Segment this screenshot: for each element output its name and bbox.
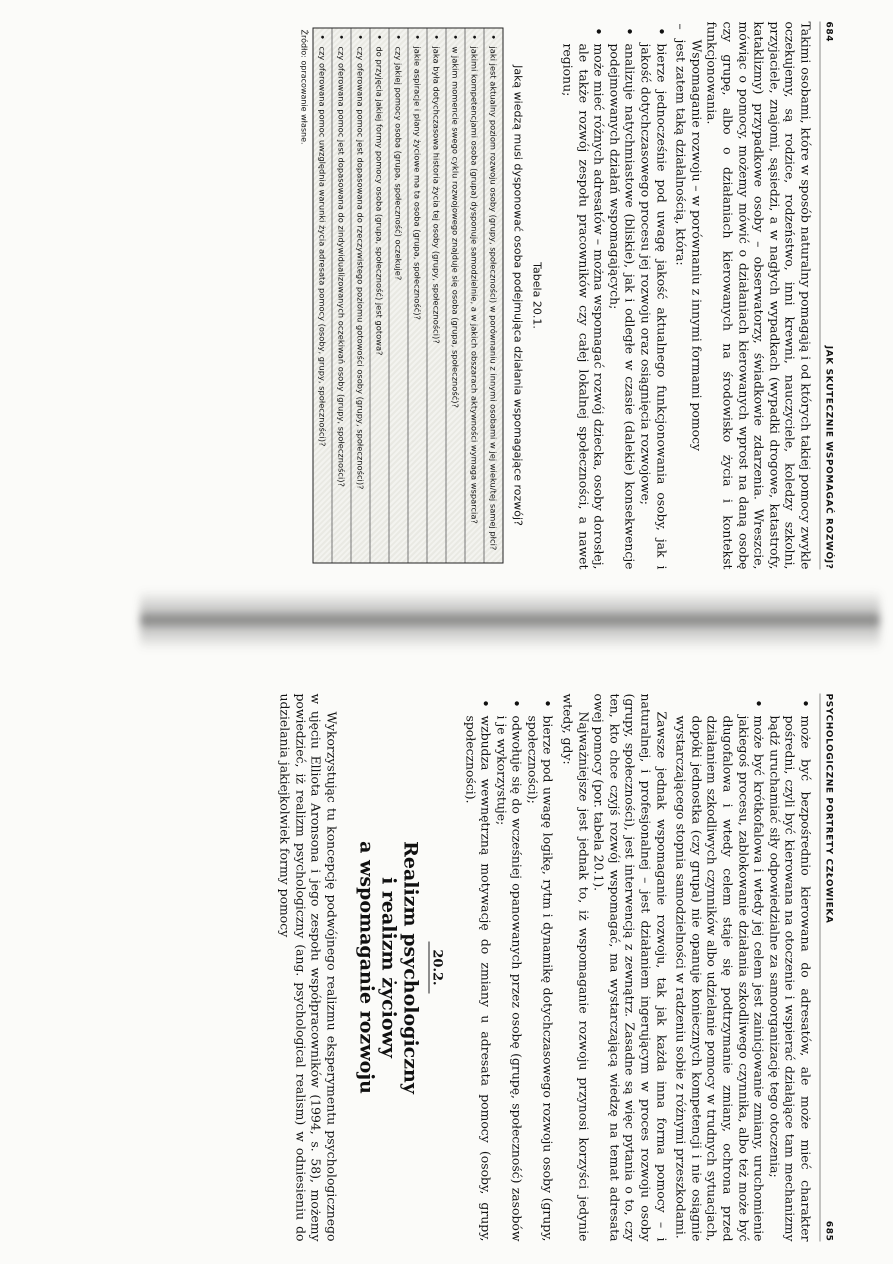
table-row: • jaki jest aktualny poziom rozwoju osoby (grupy, społeczności) w porównaniu z innymi osobami w jej wieku/tej samej płci? [484, 29, 503, 563]
table-20-1 [313, 28, 504, 564]
running-header [820, 22, 834, 570]
table-row: • jakimi kompetencjami osoba (grupa) dysponuje samodzielnie, a w jakich obszarach aktywności wymaga wsparcia? [465, 29, 484, 563]
list-item: • bierze pod uwagę logikę, rytm i dynamikę dotychczasowego rozwoju osoby (grupy, społeczności); [525, 716, 556, 1242]
running-header [820, 694, 834, 1242]
table-row: • czy oferowana pomoc uwzględnia warunki życia adresata pomocy (osoby, grupy, społeczności)? [314, 29, 332, 563]
list-item: • może mieć różnych adresatów – można wspomagać rozwój dziecka, osoby dorosłej, ale także rozwój zespołu pracowników czy całej lokalnej społeczności, a nawet regionu; [560, 44, 607, 570]
paragraph: Wykorzystując tu koncepcję podwójnego realizmu eksperymentu psychologicznego w ujęciu Elliota Aronsona i jego zespołu współpracowników (1994, s. 58), możemy powiedzieć, iż realizm psychologiczny (ang. psychological realism) w odniesieniu do udzielania jakiejkolwiek formy pomocy [277, 693, 340, 1242]
intro-paragraph: Takimi osobami, które w sposób naturalny pomagają i od których takiej pomocy zwykle oczekujemy, są rodzice, rodzeństwo, inni krewni, nauczyciele, koledzy szkolni, przyjaciele, znajomi, sąsiedzi, a w nagłych wypadkach (wypadki drogowe, katastrofy, kataklizmy) przypadkowe osoby – obserwatorzy, świadkowie zdarzenia. Wreszcie, mówiąc o pomocy, możemy mówić o działaniach kierowanych wprost na daną osobę czy grupę, albo o działaniach kierowanych na środowisko życia i kontekst funkcjonowania. [704, 21, 814, 570]
paragraph: Zawsze jednak wspomaganie rozwoju, tak jak każda inna forma pomocy – i naturalnej, i profesjonalnej – jest działaniem ingerującym w proces rozwoju osoby (grupy, społeczności), jest interwencją z zewnątrz. Zasadne są więc pytania o to, czy ten, kto chce czyjś rozwój wspomagać, ma wystarczającą wiedzę na temat adresata owej pomocy (por. tabela 20.1). [591, 693, 670, 1242]
dash-item: – jest zatem taką działalnością, która: [673, 22, 689, 570]
page-number: 684 [823, 21, 834, 43]
running-head: PSYCHOLOGICZNE PORTRETY CZŁOWIEKA [823, 693, 834, 924]
table-row: • czy jakiej pomocy osoba (grupa, społeczność) oczekuje? [389, 29, 408, 563]
paragraph: Wspomaganie rozwoju – w porównaniu z innymi formami pomocy [689, 39, 705, 452]
section-title: Realizm psychologiczny i realizm życiowy a wspomaganie rozwoju [355, 841, 422, 1094]
list-item: • może być bezpośrednio kierowana do adresatów, ale może mieć charakter pośredni, czyli być kierowana na otoczenie i wspierać działające tam mechanizmy bądź uruchamiać siły odpowiedzialne za samoorganizację tego otoczenia; [767, 716, 814, 1242]
bullet-list [462, 694, 556, 1242]
list-item: • wzbudza wewnętrzną motywację do zmiany u adresata pomocy (osoby, grupy, społeczności). [462, 716, 493, 1242]
page-684 [55, 0, 840, 592]
bullet-list [560, 22, 669, 570]
table-title: Jaką wiedzą musi dysponować osoba podejmująca działania wspomagające rozwój? [512, 65, 525, 526]
list-item: • może być krótkofalowa i wtedy jej celem jest zainicjowanie zmiany, uruchomienie jakiegoś procesu, zablokowanie działania szkodliwego czynnika, albo też może być długofalowa i wtedy celem staje się podtrzymanie zmiany, ochrona przed działaniem szkodliwych czynników albo udzielanie pomocy w trudnych sytuacjach, dopóki jednostka (czy grupa) nie opanuje koniecznych kompetencji i nie osiągnie wystarczającego stopnia samodzielności w radzeniu sobie z różnymi przeszkodami. [673, 716, 767, 1242]
table-row: • w jakim momencie swego cyklu rozwojowego znajduje się osoba (grupa, społeczność)? [446, 29, 465, 563]
list-item: • bierze jednocześnie pod uwagę jakość aktualnego funkcjonowania osoby, jak i jakość dotychczasowego procesu jej rozwoju oraz osiągnięcia rozwojowe; [638, 44, 669, 570]
table-row: • czy oferowana pomoc jest dopasowana do zindywidualizowanych oczekiwań osoby (grupy, społeczności)? [332, 29, 351, 563]
running-head: JAK SKUTECZNIE WSPOMAGAĆ ROZWÓJ? [823, 345, 834, 570]
table-row: • jaka była dotychczasowa historia życia tej osoby (grupy, społeczności)? [427, 29, 446, 563]
book-gutter-shadow [140, 590, 880, 650]
table-caption: Tabela 20.1. [531, 262, 544, 329]
table-source: Źródło: opracowanie własne. [300, 29, 309, 145]
list-item: • odwołuje się do wcześniej opanowanych przez osobę (grupę, społeczność) zasobów i je wykorzystuje; [494, 716, 525, 1242]
table-row: • do przyjęcia jakiej formy pomocy osoba (grupa, społeczność) jest gotowa? [370, 29, 389, 563]
table-row: • czy oferowana pomoc jest dopasowana do rzeczywistego poziomu gotowości osoby (grupy, społeczności)? [351, 29, 370, 563]
paragraph: Najważniejsze jest jednak to, iż wspomaganie rozwoju przynosi korzyści jedynie wtedy, gdy: [560, 693, 592, 1242]
page-685 [55, 672, 840, 1264]
bullet-list [673, 694, 813, 1242]
table-row: • jakie aspiracje i plany życiowe ma ta osoba (grupa, społeczność)? [408, 29, 427, 563]
section-number: 20.2. [429, 694, 444, 1242]
page-number: 685 [823, 1220, 834, 1242]
list-item: • analizuje natychmiastowe (bliskie), jak i odległe w czasie (dalekie) konsekwencje podejmowanych działań wspomagających; [607, 44, 638, 570]
